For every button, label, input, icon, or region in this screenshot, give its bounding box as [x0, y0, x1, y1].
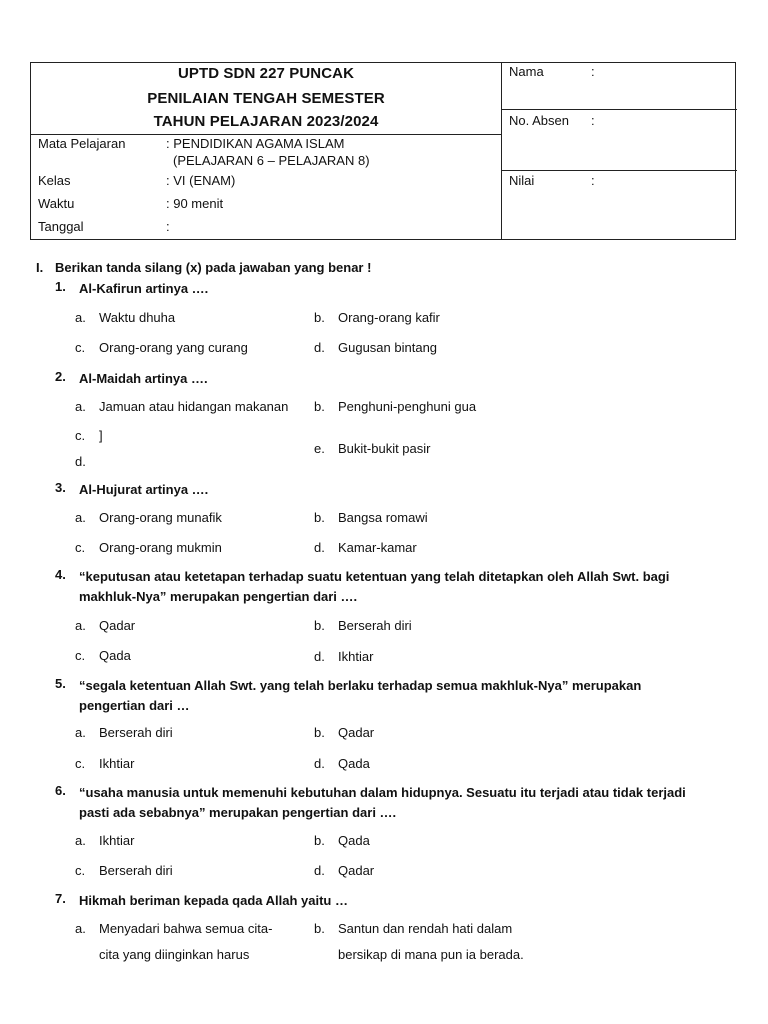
option-text: Orang-orang mukmin [99, 540, 222, 555]
question-text: Al-Hujurat artinya …. [79, 482, 209, 497]
option-text: Jamuan atau hidangan makanan [99, 399, 289, 414]
option-letter: c. [75, 428, 86, 443]
exam-name: PENILAIAN TENGAH SEMESTER [147, 90, 385, 107]
option-text: Qada [338, 756, 370, 771]
option-letter: b. [314, 618, 325, 633]
option-letter: b. [314, 921, 325, 936]
question-number: 7. [55, 891, 66, 906]
section-instruction: Berikan tanda silang (x) pada jawaban yang benar ! [55, 260, 372, 275]
name-label: Nama [509, 64, 544, 79]
header-divider [501, 109, 737, 110]
subject-value: : PENDIDIKAN AGAMA ISLAM [166, 136, 345, 151]
question-number: 5. [55, 676, 66, 691]
question-text: pengertian dari … [79, 698, 190, 713]
question-text: “segala ketentuan Allah Swt. yang telah berlaku terhadap semua makhluk-Nya” merupakan [79, 678, 642, 693]
option-letter: a. [75, 399, 86, 414]
option-text-continued: cita yang diinginkan harus [99, 947, 250, 962]
question-text: Al-Maidah artinya …. [79, 371, 208, 386]
option-letter: e. [314, 441, 325, 456]
option-text: Berserah diri [99, 725, 173, 740]
exam-header-table [30, 62, 736, 240]
option-text-continued: bersikap di mana pun ia berada. [338, 947, 524, 962]
question-text: Hikmah beriman kepada qada Allah yaitu … [79, 893, 348, 908]
option-letter: c. [75, 648, 86, 663]
option-text: Gugusan bintang [338, 340, 438, 355]
question-text: Al-Kafirun artinya …. [79, 281, 209, 296]
option-text: Qadar [338, 863, 375, 878]
option-text: Qadar [338, 725, 375, 740]
date-label: Tanggal [38, 219, 84, 234]
subject-value-detail: (PELAJARAN 6 – PELAJARAN 8) [173, 153, 370, 168]
question-number: 4. [55, 567, 66, 582]
option-letter: b. [314, 510, 325, 525]
score-label: Nilai [509, 173, 535, 188]
option-text: Orang-orang munafik [99, 510, 222, 525]
option-text: Orang-orang kafir [338, 310, 440, 325]
option-text: Berserah diri [338, 618, 412, 633]
option-letter: c. [75, 863, 86, 878]
option-letter: c. [75, 756, 86, 771]
option-text: Ikhtiar [99, 756, 135, 771]
option-letter: d. [314, 756, 325, 771]
absence-number-value: : [591, 113, 595, 128]
class-label: Kelas [38, 173, 71, 188]
option-letter: a. [75, 921, 86, 936]
academic-year: TAHUN PELAJARAN 2023/2024 [153, 113, 379, 130]
option-letter: d. [314, 649, 325, 664]
option-letter: b. [314, 725, 325, 740]
header-divider [501, 63, 502, 239]
option-letter: d. [314, 340, 325, 355]
absence-number-label: No. Absen [509, 113, 569, 128]
score-value: : [591, 173, 595, 188]
question-text: “keputusan atau ketetapan terhadap suatu ketentuan yang telah ditetapkan oleh Allah Swt. bagi [79, 569, 670, 584]
school-name: UPTD SDN 227 PUNCAK [177, 65, 355, 82]
option-letter: c. [75, 540, 86, 555]
option-letter: d. [314, 540, 325, 555]
option-text: Orang-orang yang curang [99, 340, 248, 355]
class-value: : VI (ENAM) [166, 173, 236, 188]
option-text: Waktu dhuha [99, 310, 176, 325]
option-letter: d. [75, 454, 86, 469]
option-letter: c. [75, 340, 86, 355]
option-letter: a. [75, 310, 86, 325]
option-letter: b. [314, 310, 325, 325]
question-number: 2. [55, 369, 66, 384]
question-number: 1. [55, 279, 66, 294]
option-letter: b. [314, 833, 325, 848]
option-text: Menyadari bahwa semua cita- [99, 921, 273, 936]
option-text: Ikhtiar [338, 649, 374, 664]
time-label: Waktu [38, 196, 75, 211]
date-value: : [166, 219, 170, 234]
header-divider [31, 134, 501, 135]
option-text: Qada [338, 833, 370, 848]
section-number: I. [36, 260, 44, 275]
option-letter: a. [75, 833, 86, 848]
option-text: Bukit-bukit pasir [338, 441, 431, 456]
option-letter: a. [75, 510, 86, 525]
question-text: pasti ada sebabnya” merupakan pengertian dari …. [79, 805, 397, 820]
option-letter: b. [314, 399, 325, 414]
option-text: Qadar [99, 618, 136, 633]
option-text: Kamar-kamar [338, 540, 417, 555]
option-text: Berserah diri [99, 863, 173, 878]
question-text: makhluk-Nya” merupakan pengertian dari …. [79, 589, 358, 604]
question-number: 3. [55, 480, 66, 495]
time-value: : 90 menit [166, 196, 224, 211]
header-divider [501, 170, 737, 171]
option-text: Qada [99, 648, 131, 663]
option-text: ] [99, 428, 103, 443]
question-number: 6. [55, 783, 66, 798]
option-letter: a. [75, 618, 86, 633]
question-text: “usaha manusia untuk memenuhi kebutuhan dalam hidupnya. Sesuatu itu terjadi atau tidak terjadi [79, 785, 686, 800]
option-letter: a. [75, 725, 86, 740]
option-letter: d. [314, 863, 325, 878]
subject-label: Mata Pelajaran [38, 136, 126, 151]
name-value: : [591, 64, 595, 79]
option-text: Ikhtiar [99, 833, 135, 848]
option-text: Bangsa romawi [338, 510, 428, 525]
option-text: Santun dan rendah hati dalam [338, 921, 513, 936]
option-text: Penghuni-penghuni gua [338, 399, 477, 414]
